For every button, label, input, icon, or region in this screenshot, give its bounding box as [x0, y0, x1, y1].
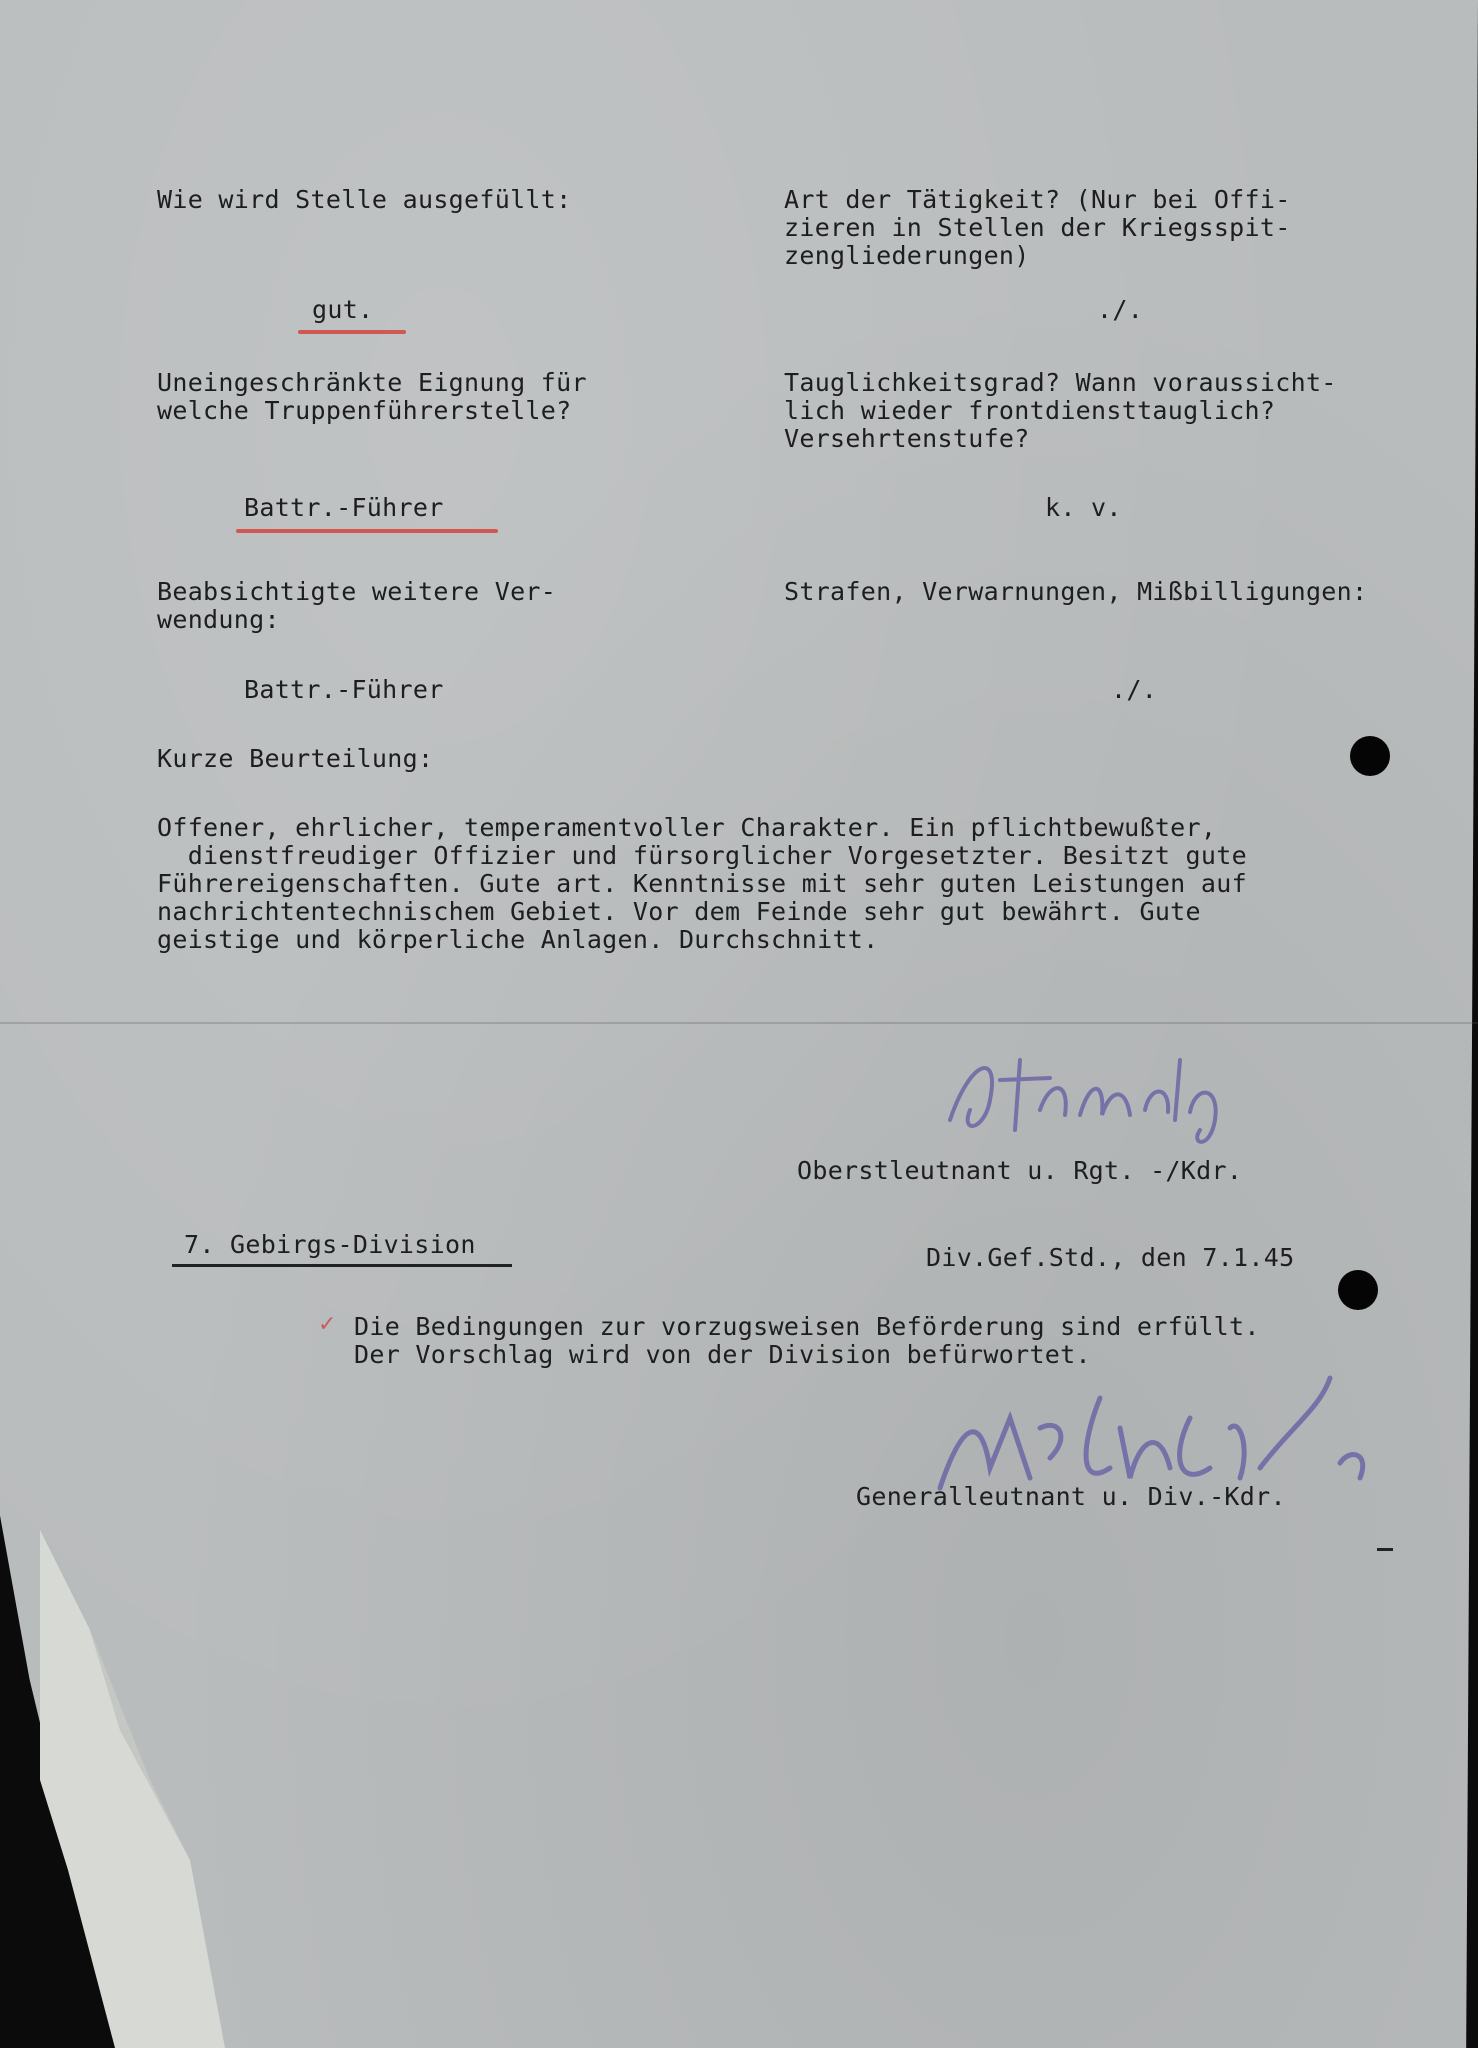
- punch-hole: [1338, 1270, 1378, 1310]
- red-underline: [298, 330, 406, 334]
- division-place-date: Div.Gef.Std., den 7.1.45: [926, 1243, 1295, 1272]
- activity-question-line3: zengliederungen): [784, 241, 1030, 270]
- check-mark: ✓: [318, 1312, 337, 1337]
- further-use-question-line2: wendung:: [157, 605, 280, 634]
- further-use-question-line1: Beabsichtigte weitere Ver-: [157, 577, 557, 606]
- fitness-question-line1: Tauglichkeitsgrad? Wann voraussicht-: [784, 368, 1337, 397]
- division-name: 7. Gebirgs-Division: [184, 1230, 476, 1259]
- margin-dash: [1377, 1548, 1393, 1551]
- assessment-line: Offener, ehrlicher, temperamentvoller Charakter. Ein pflichtbewußter,: [157, 813, 1217, 842]
- penalties-question: Strafen, Verwarnungen, Mißbilligungen:: [784, 577, 1368, 606]
- fitness-question-line2: lich wieder frontdiensttauglich?: [784, 396, 1276, 425]
- punch-hole: [1350, 736, 1390, 776]
- division-statement-line1: Die Bedingungen zur vorzugsweisen Beförderung sind erfüllt.: [354, 1312, 1260, 1341]
- division-commander-title: Generalleutnant u. Div.-Kdr.: [856, 1482, 1286, 1511]
- assessment-heading: Kurze Beurteilung:: [157, 744, 434, 773]
- division-underline: [172, 1264, 512, 1267]
- assessment-line: Führereigenschaften. Gute art. Kenntnisse mit sehr guten Leistungen auf: [157, 869, 1247, 898]
- suitability-answer: Battr.-Führer: [244, 493, 444, 522]
- further-use-answer: Battr.-Führer: [244, 675, 444, 704]
- assessment-line: dienstfreudiger Offizier und fürsorglicher Vorgesetzter. Besitzt gute: [157, 841, 1247, 870]
- fill-question: Wie wird Stelle ausgefüllt:: [157, 185, 572, 214]
- regiment-commander-title: Oberstleutnant u. Rgt. -/Kdr.: [797, 1156, 1243, 1185]
- torn-corner: [40, 1530, 240, 2048]
- assessment-line: geistige und körperliche Anlagen. Durchschnitt.: [157, 925, 879, 954]
- fold-crease: [0, 1022, 1478, 1024]
- regiment-commander-signature: [930, 1040, 1290, 1150]
- suitability-question-line2: welche Truppenführerstelle?: [157, 396, 572, 425]
- suitability-question-line1: Uneingeschränkte Eignung für: [157, 368, 587, 397]
- activity-question-line2: zieren in Stellen der Kriegsspit-: [784, 213, 1291, 242]
- division-statement-line2: Der Vorschlag wird von der Division befürwortet.: [354, 1340, 1091, 1369]
- assessment-line: nachrichtentechnischem Gebiet. Vor dem Feinde sehr gut bewährt. Gute: [157, 897, 1201, 926]
- penalties-answer: ./.: [1111, 675, 1158, 704]
- fitness-question-line3: Versehrtenstufe?: [784, 424, 1030, 453]
- red-underline: [236, 529, 498, 533]
- activity-question-line1: Art der Tätigkeit? (Nur bei Offi-: [784, 185, 1291, 214]
- activity-answer: ./.: [1097, 295, 1144, 324]
- fill-answer: gut.: [312, 295, 374, 324]
- fitness-answer: k. v.: [1045, 493, 1122, 522]
